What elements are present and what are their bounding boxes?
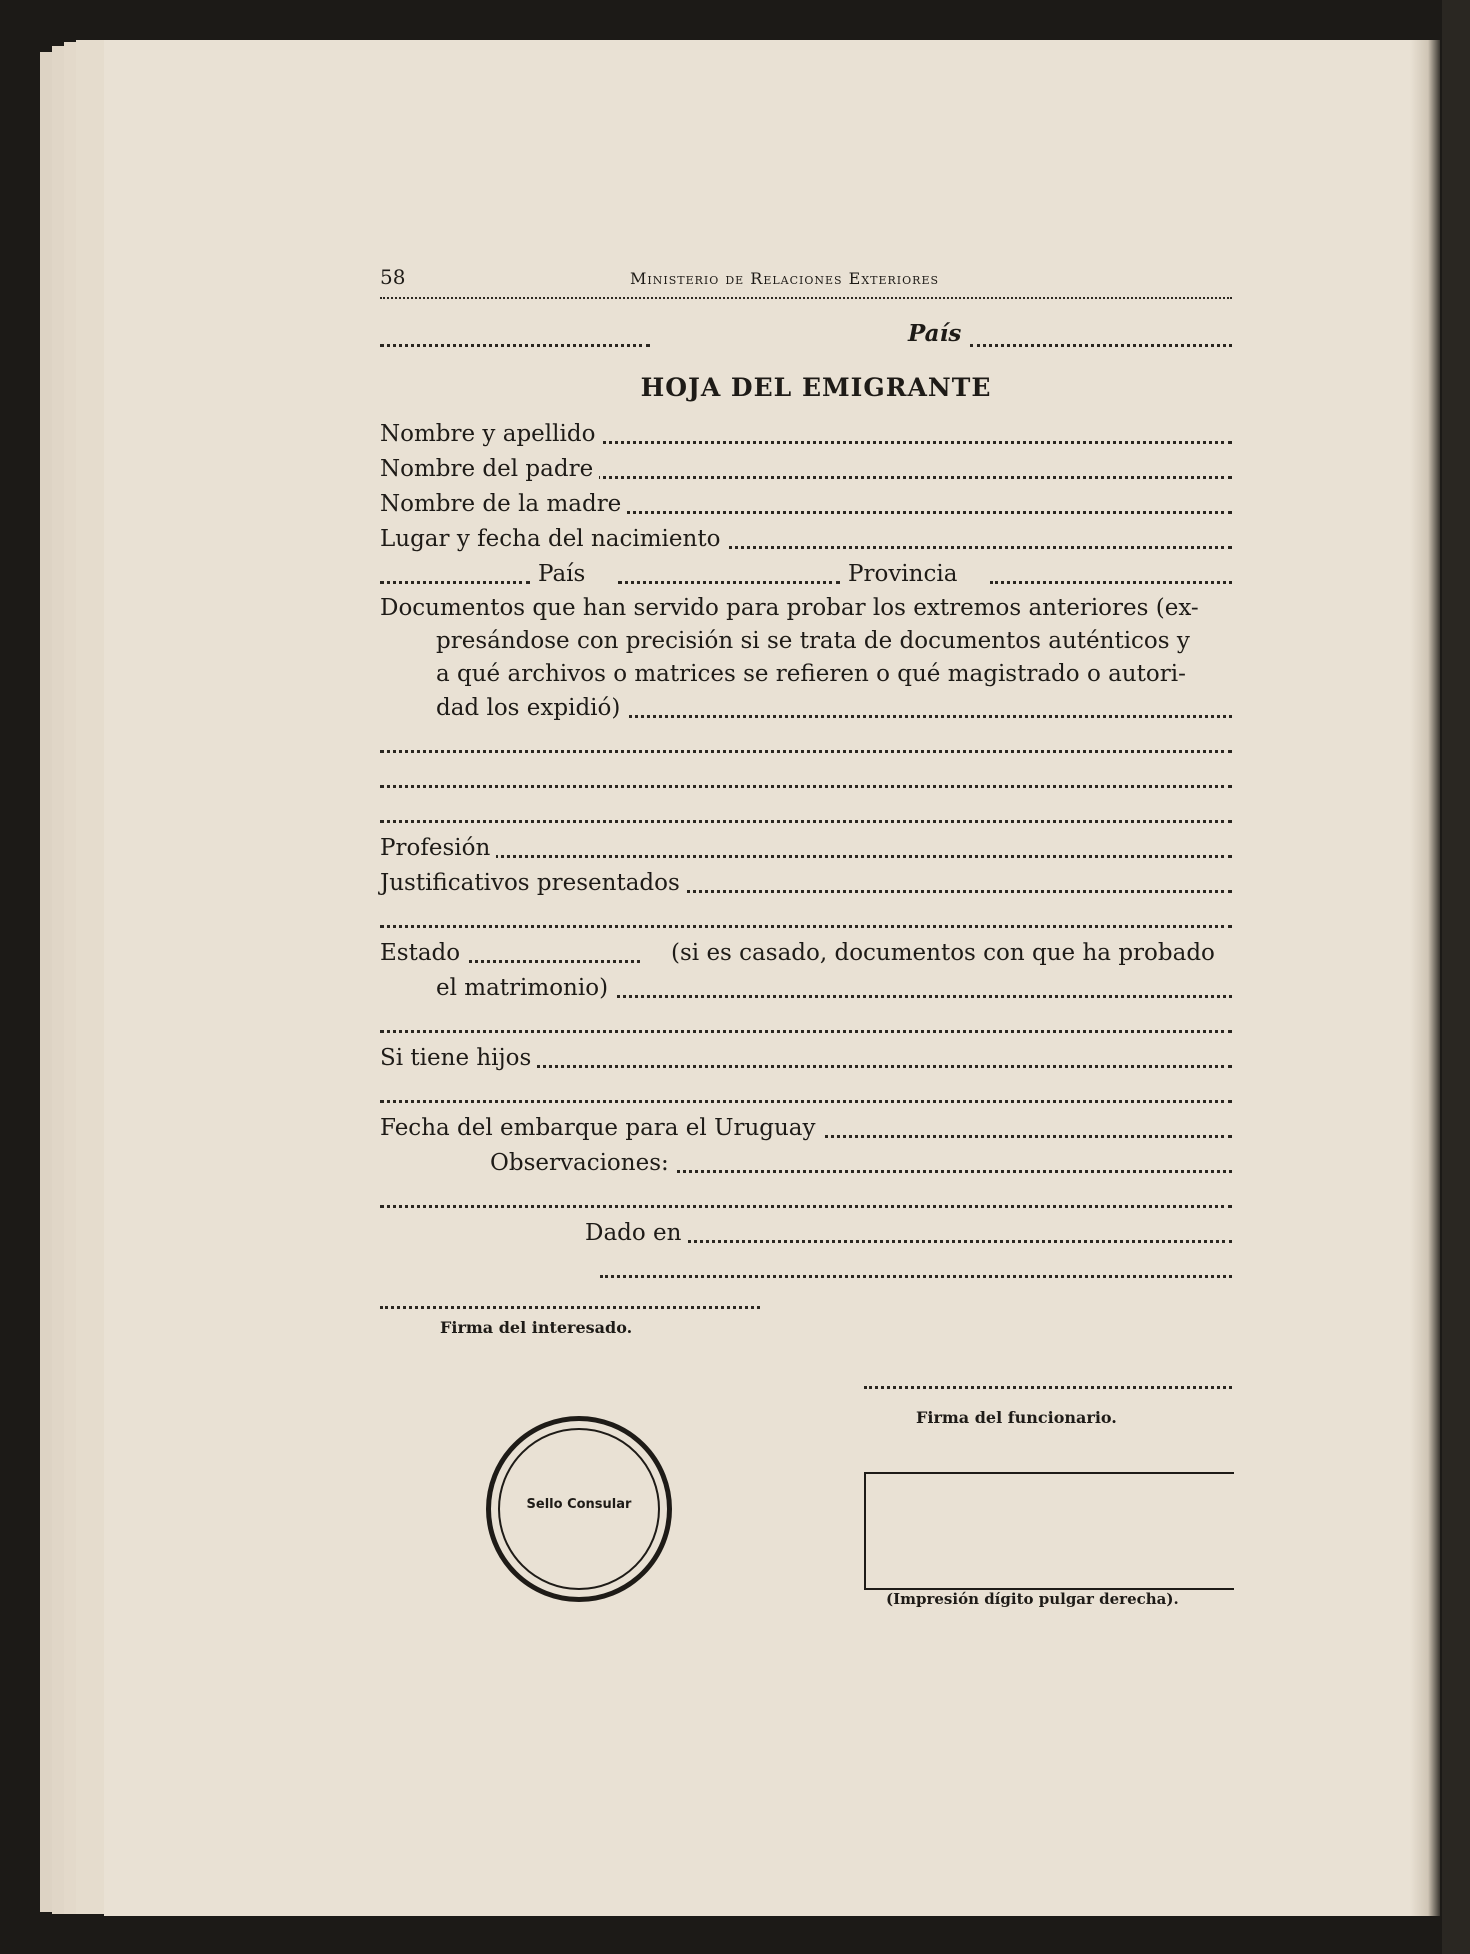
dotted-leader [380,855,1232,858]
thumbprint-label: (Impresión dígito pulgar derecha). [886,1590,1179,1608]
dotted-leader [970,344,1232,347]
thumbprint-box[interactable] [864,1472,1234,1590]
dotted-leader [600,1275,1232,1278]
field-nombre-padre[interactable] [380,452,1232,487]
field-label: Si tiene hijos [380,1045,537,1071]
signature-line-interesado[interactable] [380,1306,760,1309]
field-pais-provincia[interactable] [380,557,1232,592]
spine-shadow [1410,40,1440,1916]
documentos-paragraph [380,592,1232,691]
documentos-line: presándose con precisión si se trata de documentos auténticos y [436,628,1190,654]
estado-note: (si es casado, documentos con que ha probado [665,936,1215,971]
blank-line[interactable] [380,1006,1232,1041]
dotted-leader [380,1205,1232,1208]
field-estado[interactable] [380,936,1232,971]
blank-line[interactable] [380,1251,1232,1286]
field-label: Estado [380,940,466,966]
blank-line[interactable] [380,726,1232,761]
dotted-leader [380,750,1232,753]
seal-label: Sello Consular [526,1497,632,1512]
form-content [380,265,1232,1658]
signature-label-funcionario: Firma del funcionario. [916,1408,1117,1427]
field-label: Dado en [585,1220,687,1246]
field-label: el matrimonio) [436,975,614,1001]
field-nombre-apellido[interactable] [380,417,1232,452]
consular-seal [486,1416,672,1602]
field-justificativos[interactable] [380,866,1232,901]
dotted-leader [618,581,840,584]
blank-line[interactable] [380,1076,1232,1111]
field-label: Justificativos presentados [380,870,686,896]
field-label: Lugar y fecha del nacimiento [380,526,726,552]
book-spine [1442,0,1470,1954]
field-matrimonio[interactable] [380,971,1232,1006]
blank-line[interactable] [380,761,1232,796]
provincia-label: Provincia [842,557,963,592]
signature-label-interesado: Firma del interesado. [440,1318,633,1337]
dotted-leader [380,344,650,347]
field-documentos[interactable] [380,691,1232,726]
dotted-leader [990,581,1232,584]
documentos-line: Documentos que han servido para probar los extremos anteriores (ex- [380,595,1199,621]
field-label: dad los expidió) [436,695,626,721]
page-number: 58 [380,265,406,289]
pais-line [380,309,1232,359]
field-label: Profesión [380,835,496,861]
journal-title: Ministerio de Relaciones Exteriores [630,269,940,288]
field-label: Nombre del padre [380,456,599,482]
field-hijos[interactable] [380,1041,1232,1076]
blank-line[interactable] [380,901,1232,936]
signature-area [380,1298,1232,1658]
dotted-leader [380,1030,1232,1033]
field-observaciones[interactable] [380,1146,1232,1181]
dotted-leader [380,785,1232,788]
field-label: Observaciones: [490,1150,675,1176]
dotted-leader [380,1100,1232,1103]
dotted-leader [380,820,1232,823]
field-label: Fecha del embarque para el Uruguay [380,1115,822,1141]
dotted-leader [380,581,530,584]
running-head [380,265,1232,301]
signature-line-funcionario[interactable] [864,1386,1232,1389]
field-profesion[interactable] [380,831,1232,866]
field-label: Nombre y apellido [380,421,601,447]
field-nombre-madre[interactable] [380,487,1232,522]
pais-label: País [908,320,962,347]
documentos-line: a qué archivos o matrices se refieren o qué magistrado o autori- [436,661,1186,687]
blank-line[interactable] [380,796,1232,831]
dotted-leader [380,925,1232,928]
blank-line[interactable] [380,1181,1232,1216]
pais-sub-label: País [532,557,591,592]
form-title: HOJA DEL EMIGRANTE [640,373,992,402]
header-rule [380,297,1232,299]
field-label: Nombre de la madre [380,491,627,517]
field-lugar-fecha[interactable] [380,522,1232,557]
field-dado-en[interactable] [380,1216,1232,1251]
field-fecha-embarque[interactable] [380,1111,1232,1146]
